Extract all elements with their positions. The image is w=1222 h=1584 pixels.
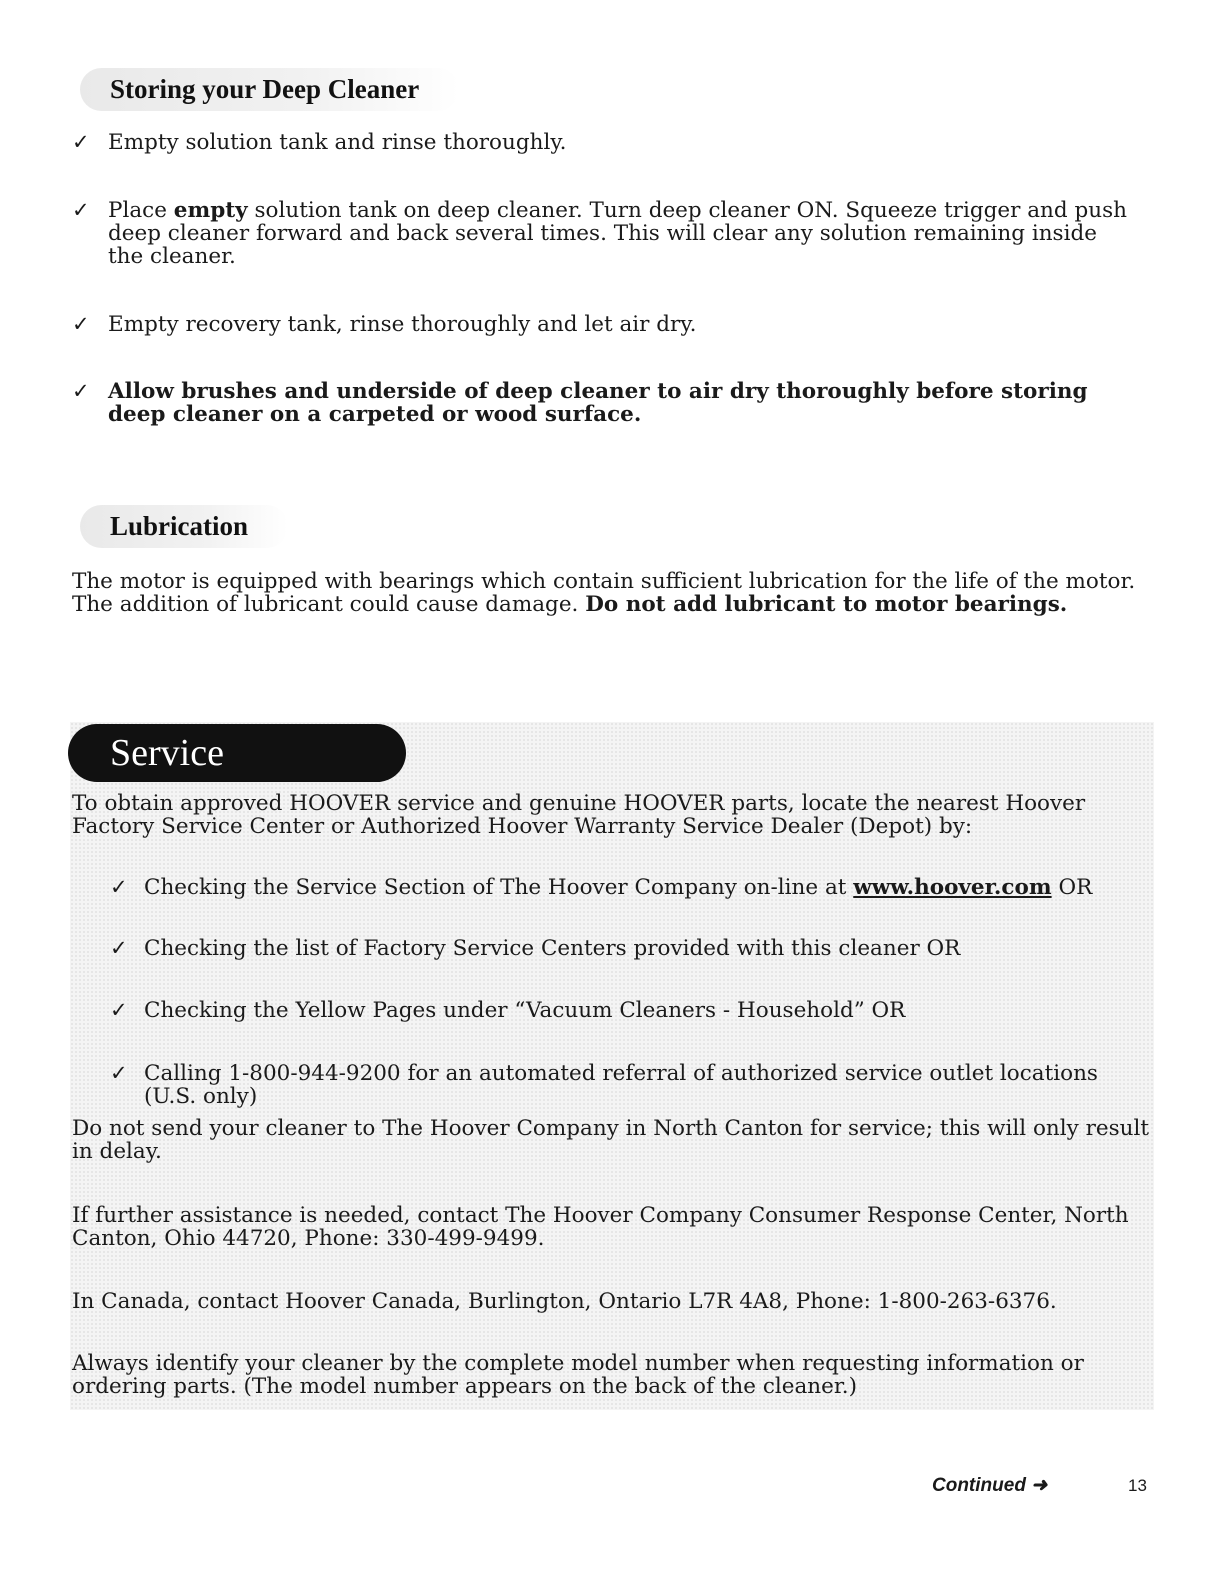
- service-para-4: Always identify your cleaner by the complete model number when requesting information or ordering parts. (The model number appears on the back of the cleaner.): [72, 1351, 1084, 1399]
- checkmark-icon: ✓: [110, 936, 128, 960]
- checkmark-icon: ✓: [72, 130, 90, 154]
- checkmark-icon: ✓: [72, 379, 90, 403]
- hoover-website-link[interactable]: www.hoover.com: [853, 875, 1052, 900]
- service-para-1: Do not send your cleaner to The Hoover Company in North Canton for service; this will only result in delay.: [72, 1116, 1149, 1164]
- service-item-1: ✓ Checking the Service Section of The Hoover Company on-line at www.hoover.com OR: [110, 875, 1093, 900]
- storing-item-2: [72, 199, 1132, 268]
- checkmark-icon: ✓: [110, 875, 128, 899]
- checkmark-icon: ✓: [72, 312, 90, 336]
- storing-item-1: [72, 131, 1132, 154]
- storing-item-3: [72, 313, 1132, 336]
- storing-item-2-text: Place empty solution tank on deep cleaner. Turn deep cleaner ON. Squeeze trigger and push deep cleaner forward and back several times. This will clear any solution remaining inside the cleaner.: [108, 198, 1127, 269]
- empty-emphasis: empty: [173, 198, 248, 223]
- service-heading: Service: [68, 724, 406, 782]
- storing-heading: Storing your Deep Cleaner: [80, 68, 459, 111]
- checkmark-icon: ✓: [110, 1061, 128, 1085]
- storing-item-4-text: Allow brushes and underside of deep cleaner to air dry thoroughly before storing deep cleaner on a carpeted or wood surface.: [108, 379, 1088, 427]
- checkmark-icon: ✓: [110, 998, 128, 1022]
- service-intro: To obtain approved HOOVER service and genuine HOOVER parts, locate the nearest Hoover Factory Service Center or Authorized Hoover Warranty Service Dealer (Depot) by:: [72, 791, 1086, 839]
- storing-item-1-text: Empty solution tank and rinse thoroughly.: [108, 130, 567, 155]
- lubrication-text: The motor is equipped with bearings which contain sufficient lubrication for the life of the motor. The addition of lubricant could cause damage. Do not add lubricant to motor bearings.: [72, 569, 1136, 617]
- lubrication-warning: Do not add lubricant to motor bearings.: [585, 592, 1068, 617]
- lubrication-heading: Lubrication: [80, 505, 288, 548]
- service-item-4: ✓ Calling 1-800-944-9200 for an automated referral of authorized service outlet locations (U.S. only): [110, 1061, 1098, 1109]
- storing-item-4: [72, 380, 1132, 426]
- checkmark-icon: ✓: [72, 198, 90, 222]
- service-para-3: In Canada, contact Hoover Canada, Burlington, Ontario L7R 4A8, Phone: 1-800-263-6376.: [72, 1289, 1057, 1314]
- page-number: 13: [1128, 1476, 1147, 1495]
- service-item-3: ✓ Checking the Yellow Pages under “Vacuum Cleaners - Household” OR: [110, 998, 906, 1023]
- storing-item-3-text: Empty recovery tank, rinse thoroughly and let air dry.: [108, 312, 697, 337]
- service-item-2: ✓ Checking the list of Factory Service Centers provided with this cleaner OR: [110, 936, 961, 961]
- continued-label: Continued ➜: [932, 1475, 1048, 1496]
- service-para-2: If further assistance is needed, contact The Hoover Company Consumer Response Center, North Canton, Ohio 44720, Phone: 330-499-9499.: [72, 1203, 1129, 1251]
